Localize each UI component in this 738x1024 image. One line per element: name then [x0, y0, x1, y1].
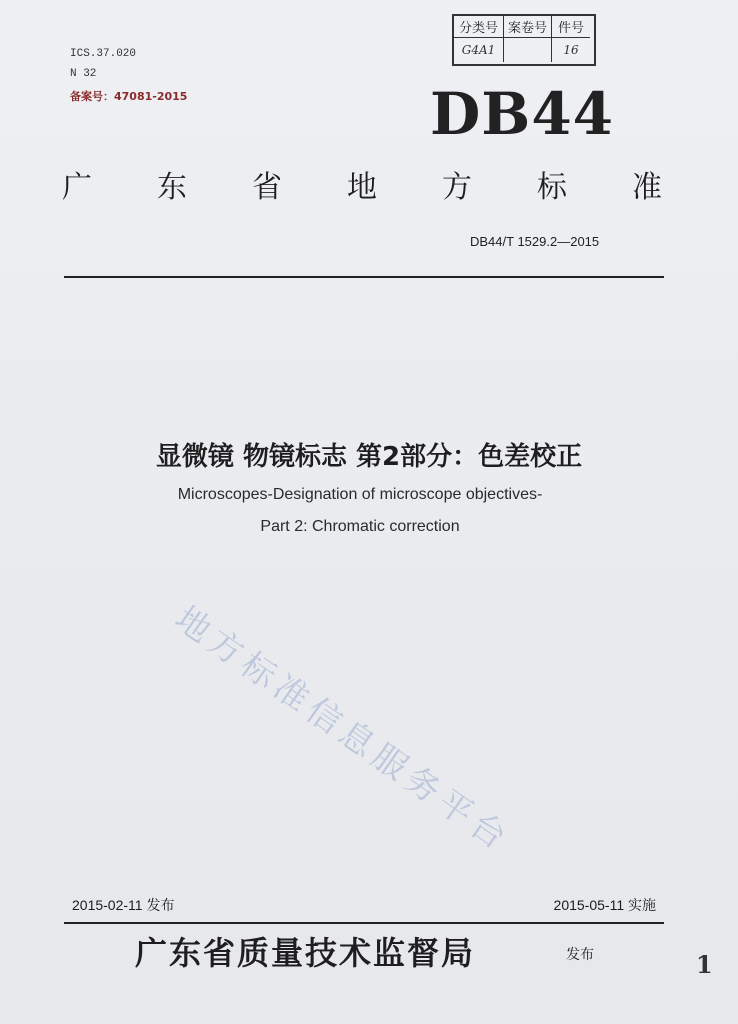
- title-char: 东: [157, 170, 187, 205]
- publish-date: 2015-02-11 发布: [72, 897, 175, 913]
- standard-number: DB44/T 1529.2—2015: [470, 234, 600, 249]
- title-char: 广: [62, 170, 92, 205]
- top-divider: [64, 276, 664, 278]
- document-title-en-line2: Part 2: Chromatic correction: [260, 518, 460, 535]
- page-number: 1: [696, 950, 713, 979]
- filing-value-category: G4A1: [454, 38, 504, 62]
- filing-label-file: 案卷号: [504, 16, 552, 38]
- filing-stamp-box: [452, 14, 596, 66]
- document-title-en-line1: Microscopes-Designation of microscope objectives-: [177, 486, 543, 503]
- standard-category-title: [62, 162, 662, 206]
- filing-value-item: 16: [563, 43, 579, 57]
- title-char: 标: [537, 170, 567, 205]
- filing-label-item: 件号: [552, 16, 590, 38]
- title-char: 省: [252, 170, 282, 205]
- document-title-cn: 显微镜 物镜标志 第2部分：色差校正: [155, 442, 583, 472]
- implement-date: 2015-05-11 实施: [553, 897, 656, 913]
- bottom-divider: [64, 922, 664, 924]
- filing-value-file: [504, 38, 552, 62]
- title-char: 地: [347, 170, 377, 205]
- title-char: 方: [442, 170, 472, 205]
- issuing-authority: 广东省质量技术监督局: [135, 934, 476, 972]
- db-code: DB44: [430, 80, 615, 148]
- watermark: 地方标准信息服务平台: [167, 598, 519, 861]
- ccs-code: N 32: [70, 68, 97, 80]
- ics-code: ICS.37.020: [70, 48, 137, 60]
- record-number: 备案号：47081-2015: [70, 90, 188, 103]
- title-char: 准: [632, 170, 662, 205]
- filing-label-category: 分类号: [454, 16, 504, 38]
- issuing-suffix: 发布: [566, 947, 594, 963]
